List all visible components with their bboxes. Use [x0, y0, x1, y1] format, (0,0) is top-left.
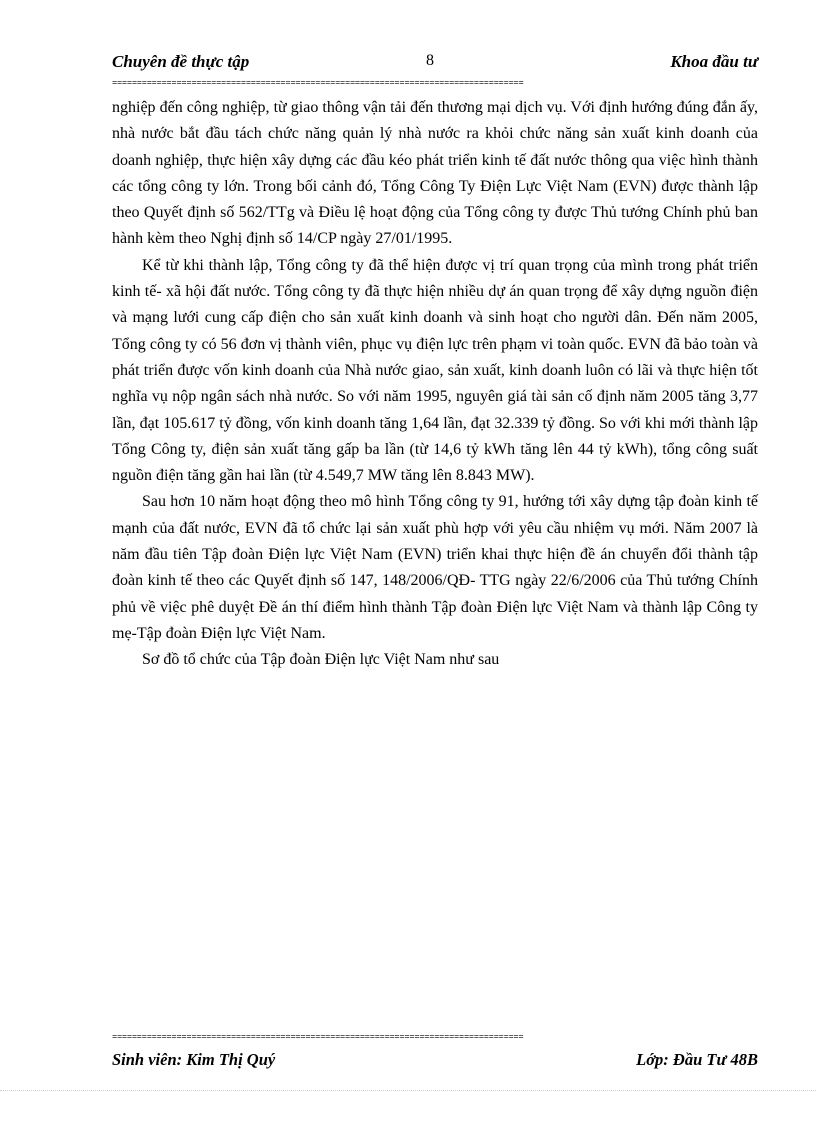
page-edge-divider [0, 1090, 816, 1092]
paragraph-1: nghiệp đến công nghiệp, từ giao thông vận tải đến thương mại dịch vụ. Với định hướng đúng đắn ấy, nhà nước bắt đầu tách chức năng quản lý nhà nước ra khỏi chức năng sản xuất kinh doanh của doanh nghiệp, thực hiện xây dựng các đầu kéo phát triển kinh tế đất nước thông qua việc hình thành các tổng công ty lớn. Trong bối cảnh đó, Tổng Công Ty Điện Lực Việt Nam (EVN) được thành lập theo Quyết định số 562/TTg và Điều lệ hoạt động của Tổng công ty được Thủ tướng Chính phủ ban hành kèm theo Nghị định số 14/CP ngày 27/01/1995. [112, 99, 758, 248]
header-title-left: Chuyên đề thực tập [112, 52, 250, 71]
page-header [112, 52, 758, 78]
header-title-right: Khoa đầu tư [670, 52, 758, 71]
paragraph-4: Sơ đồ tổ chức của Tập đoàn Điện lực Việt Nam như sau [142, 651, 500, 669]
footer-separator: =================================================================================== [112, 1032, 524, 1042]
footer-class: Lớp: Đầu Tư 48B [636, 1050, 758, 1069]
paragraph-2: Kể từ khi thành lập, Tổng công ty đã thể hiện được vị trí quan trọng của mình trong phát triển kinh tế- xã hội đất nước. Tổng công ty đã thực hiện nhiều dự án quan trọng để xây dựng nguồn điện và mạng lưới cung cấp điện cho sản xuất kinh doanh và sinh hoạt cho người dân. Đến năm 2005, Tổng công ty có 56 đơn vị thành viên, phục vụ điện lực trên phạm vi toàn quốc. EVN đã bảo toàn và phát triển được vốn kinh doanh của Nhà nước giao, sản xuất, kinh doanh luôn có lãi và thực hiện tốt nghĩa vụ nộp ngân sách nhà nước. So với năm 1995, nguyên giá tài sản cố định năm 2005 tăng 3,77 lần, đạt 105.617 tỷ đồng, vốn kinh doanh tăng 1,64 lần, đạt 32.339 tỷ đồng. So với khi mới thành lập Tổng Công ty, điện sản xuất tăng gấp ba lần (từ 14,6 tỷ kWh tăng lên 44 tỷ kWh), tổng công suất nguồn điện tăng gần hai lần (từ 4.549,7 MW tăng lên 8.843 MW). [112, 256, 758, 485]
header-separator: =================================================================================== [112, 78, 524, 88]
document-body [112, 95, 758, 674]
footer-student: Sinh viên: Kim Thị Quý [112, 1050, 276, 1069]
page-number: 8 [426, 52, 434, 69]
page-footer [112, 1050, 758, 1074]
paragraph-3: Sau hơn 10 năm hoạt động theo mô hình Tổng công ty 91, hướng tới xây dựng tập đoàn kinh tế mạnh của đất nước, EVN đã tổ chức lại sản xuất phù hợp với yêu cầu nhiệm vụ mới. Năm 2007 là năm đầu tiên Tập đoàn Điện lực Việt Nam (EVN) triển khai thực hiện đề án chuyển đổi thành tập đoàn kinh tế theo các Quyết định số 147, 148/2006/QĐ- TTG ngày 22/6/2006 của Thủ tướng Chính phủ về việc phê duyệt Đề án thí điểm hình thành Tập đoàn Điện lực Việt Nam và thành lập Công ty mẹ-Tập đoàn Điện lực Việt Nam. [112, 493, 758, 642]
